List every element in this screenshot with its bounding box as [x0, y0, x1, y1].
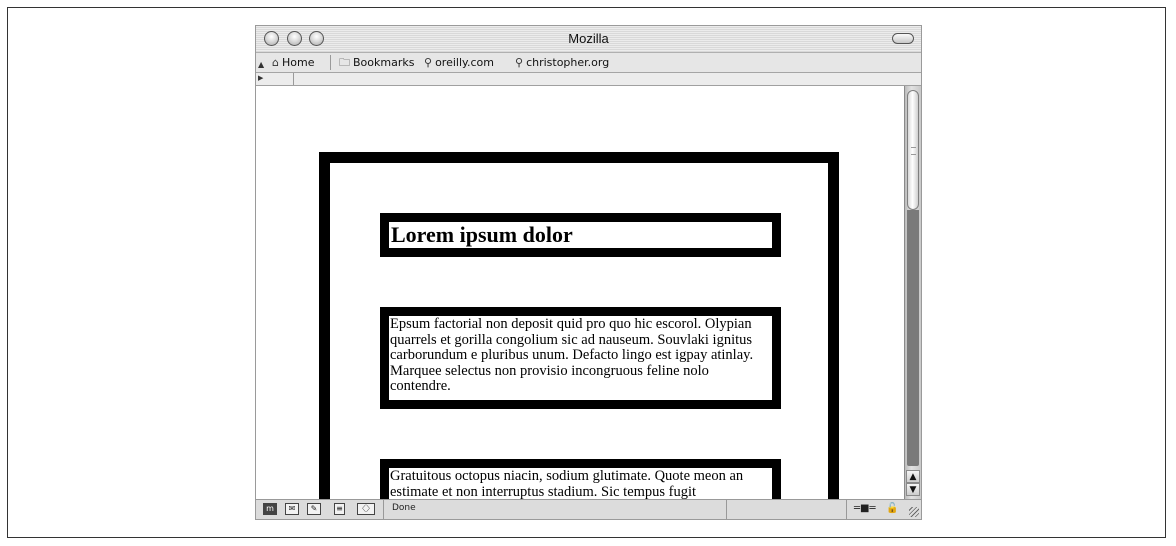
page-viewport[interactable] — [256, 86, 904, 499]
toolbar-item-label: Bookmarks — [353, 56, 415, 69]
title-bar[interactable] — [256, 26, 921, 53]
address-book-icon[interactable]: ≡ — [334, 503, 345, 515]
status-bar — [256, 499, 921, 519]
scroll-thumb[interactable] — [907, 90, 919, 210]
page-heading: Lorem ipsum dolor — [391, 222, 573, 247]
collapse-triangle-icon[interactable]: ▲ — [258, 60, 265, 69]
toolbar-item-christopher[interactable] — [515, 55, 609, 70]
window-title: Mozilla — [568, 31, 609, 46]
toolbar-separator — [330, 55, 331, 70]
scroll-track[interactable] — [907, 210, 919, 466]
toolbar-item-oreilly[interactable] — [424, 55, 494, 70]
paragraph-box — [380, 459, 781, 499]
toolbar-item-label: Home — [281, 56, 315, 69]
bookmark-icon: ⚲ — [424, 56, 433, 69]
scroll-down-button[interactable]: ▼ — [906, 483, 920, 496]
status-divider — [846, 500, 847, 519]
toolbar-item-bookmarks[interactable] — [339, 55, 414, 70]
browser-window — [256, 26, 921, 519]
status-divider — [383, 500, 384, 519]
grip-icon — [911, 147, 916, 155]
navigator-icon[interactable]: m — [263, 503, 277, 515]
collapsed-toolbar-strip — [256, 73, 921, 86]
toolbar-item-label: oreilly.com — [435, 56, 494, 69]
status-divider — [726, 500, 727, 519]
heading-box — [380, 213, 781, 257]
bookmark-icon: ⚲ — [515, 56, 524, 69]
mail-icon[interactable]: ✉ — [285, 503, 299, 515]
personal-toolbar — [256, 53, 921, 73]
scroll-up-button[interactable]: ▲ — [906, 470, 920, 483]
resize-grip-icon[interactable] — [909, 507, 919, 517]
toolbar-item-home[interactable] — [272, 55, 314, 70]
online-status-icon[interactable]: ═■═ — [854, 503, 876, 514]
status-text: Done — [392, 503, 416, 513]
toolbar-toggle-button[interactable] — [892, 33, 914, 44]
expand-triangle-icon[interactable]: ▶ — [256, 73, 294, 85]
lock-icon: 🔓 — [886, 503, 899, 514]
home-icon: ⌂ — [272, 56, 279, 69]
vertical-scrollbar[interactable] — [904, 86, 921, 499]
irc-chat-icon[interactable]: 〈〉 — [358, 504, 374, 513]
paragraph-text: Gratuitous octopus niacin, sodium glutimate. Quote meon an estimate et non interruptus stadium. Sic tempus fugit — [390, 468, 744, 499]
folder-icon: 🗀 — [339, 56, 350, 69]
paragraph-text: Epsum factorial non deposit quid pro quo hic escorol. Olypian quarrels et gorilla congolium sic ad nauseum. Souvlaki ignitus carborundum e pluribus unum. Defacto lingo est igpay atinlay. Marquee selectus non provisio incongruous feline nolo contendre. — [390, 316, 754, 394]
toolbar-item-label: christopher.org — [526, 56, 610, 69]
composer-icon[interactable]: ✎ — [307, 503, 321, 515]
paragraph-box — [380, 307, 781, 409]
